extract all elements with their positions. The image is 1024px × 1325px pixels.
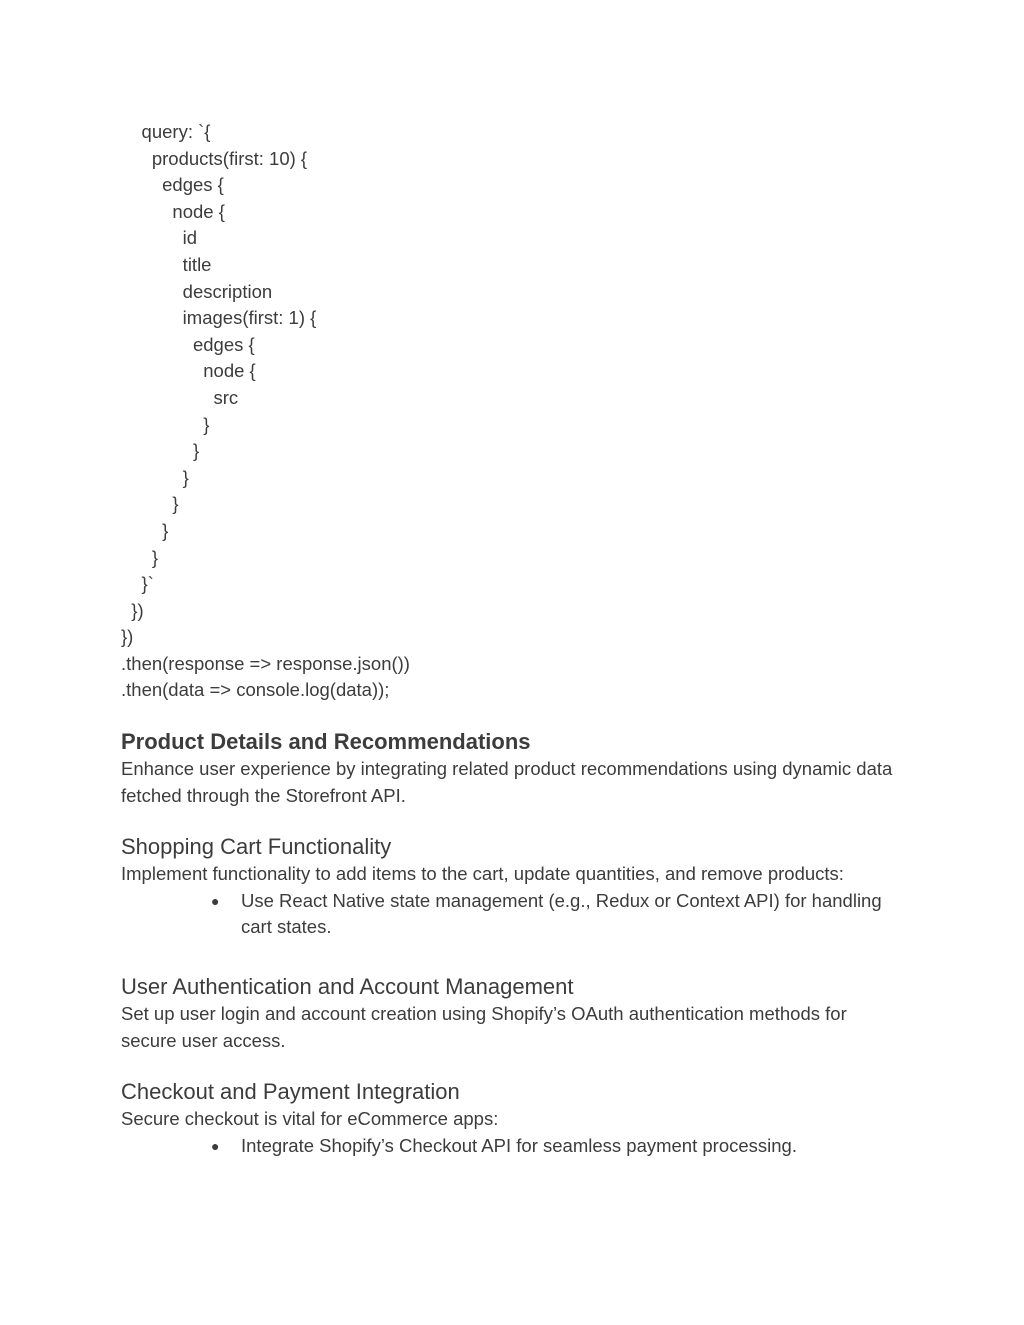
code-line: src [121,386,239,408]
bullet-icon: ● [211,1137,220,1154]
code-line: node { [121,200,225,222]
code-line: }) [121,599,144,621]
section-body: Implement functionality to add items to the cart, update quantities, and remove products: [121,863,844,885]
section-heading: Shopping Cart Functionality [121,834,392,860]
code-line: title [121,253,212,275]
code-line: edges { [121,174,224,196]
list-item-text: Use React Native state management (e.g., Redux or Context API) for handling cart states. [241,889,882,938]
code-line: } [121,413,210,435]
bullet-list [121,1133,901,1160]
section-body: Secure checkout is vital for eCommerce apps: [121,1108,499,1130]
list-item [211,888,901,941]
code-line: .then(data => console.log(data)); [121,679,390,701]
section-heading: User Authentication and Account Management [121,974,574,1000]
code-line: }) [121,626,134,648]
section-user-auth [121,973,901,1054]
code-line: } [121,466,189,488]
code-line: .then(response => response.json()) [121,652,410,674]
code-line: } [121,440,200,462]
section-checkout [121,1078,901,1159]
section-heading: Product Details and Recommendations [121,729,531,755]
code-line: description [121,280,273,302]
list-item [211,1133,901,1160]
list-item-text: Integrate Shopify’s Checkout API for seamless payment processing. [241,1134,797,1156]
code-line: } [121,546,159,568]
section-shopping-cart [121,833,901,941]
section-product-details [121,728,901,809]
document-page [121,119,901,1159]
code-block [121,119,901,704]
section-body: Enhance user experience by integrating related product recommendations using dynamic data fetched through the Storefront API. [121,758,893,806]
code-line: edges { [121,333,255,355]
code-line: } [121,493,179,515]
section-heading: Checkout and Payment Integration [121,1079,460,1105]
code-line: node { [121,360,256,382]
code-line: products(first: 10) { [121,147,308,169]
code-line: } [121,519,169,541]
code-line: id [121,227,198,249]
code-line: images(first: 1) { [121,307,317,329]
section-body: Set up user login and account creation using Shopify’s OAuth authentication methods for secure user access. [121,1003,847,1051]
bullet-icon: ● [211,892,220,909]
code-line: query: `{ [121,121,211,142]
bullet-list [121,888,901,941]
code-line: }` [121,573,154,595]
